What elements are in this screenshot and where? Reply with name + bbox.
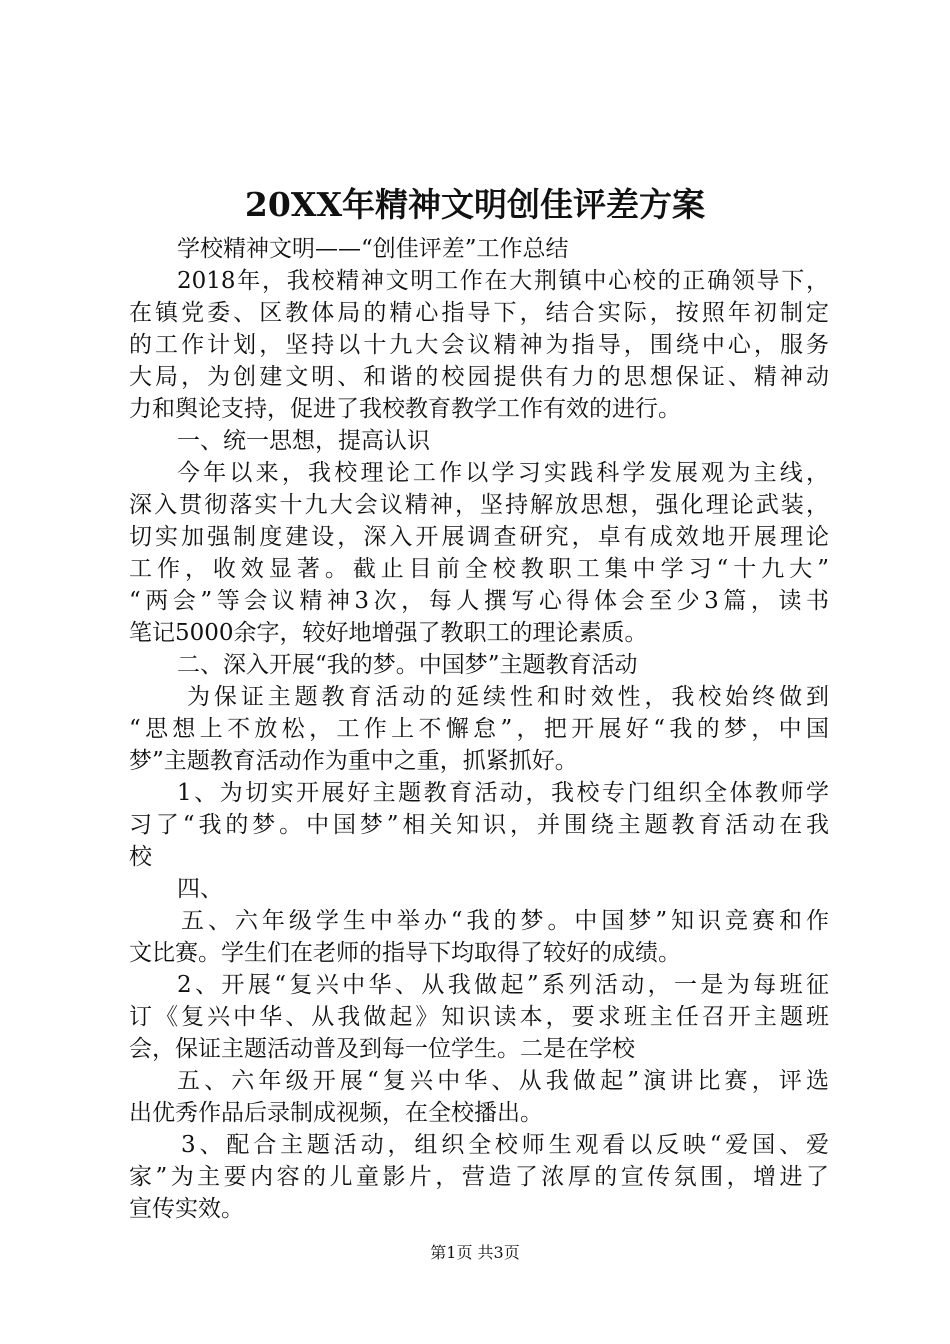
body-line: 力和舆论支持，促进了我校教育教学工作有效的进行。 [129, 396, 681, 422]
body-line: 五、六年级学生中举办“我的梦。中国梦”知识竞赛和作 [181, 908, 829, 934]
body-line: 学校精神文明——“创佳评差”工作总结 [177, 236, 569, 262]
body-line: 五、六年级开展“复兴中华、从我做起”演讲比赛，评选 [177, 1068, 829, 1094]
body-line: 宣传实效。 [129, 1196, 244, 1222]
body-line: 2、开展“复兴中华、从我做起”系列活动，一是为每班征 [177, 972, 829, 998]
body-line: “两会”等会议精神3次，每人撰写心得体会至少3篇，读书 [129, 588, 829, 614]
body-line: 订《复兴中华、从我做起》知识读本，要求班主任召开主题班 [129, 1004, 829, 1030]
body-line: 笔记5000余字，较好地增强了教职工的理论素质。 [129, 620, 648, 646]
body-line: 二、深入开展“我的梦。中国梦”主题教育活动 [177, 652, 638, 678]
body-line: 大局，为创建文明、和谐的校园提供有力的思想保证、精神动 [129, 364, 829, 390]
body-line: 梦”主题教育活动作为重中之重，抓紧抓好。 [129, 748, 578, 774]
body-line: 会，保证主题活动普及到每一位学生。二是在学校 [129, 1036, 635, 1062]
body-line: 出优秀作品后录制成视频，在全校播出。 [129, 1100, 543, 1126]
body-line: 今年以来，我校理论工作以学习实践科学发展观为主线， [177, 460, 829, 486]
body-line: 工作，收效显著。截止目前全校教职工集中学习“十九大” [129, 556, 829, 582]
body-line: “思想上不放松，工作上不懈怠”，把开展好“我的梦，中国 [129, 716, 829, 742]
body-line: 家”为主要内容的儿童影片，营造了浓厚的宣传氛围，增进了 [129, 1164, 829, 1190]
body-line: 切实加强制度建设，深入开展调查研究，卓有成效地开展理论 [129, 524, 829, 550]
body-line: 习了“我的梦。中国梦”相关知识，并围绕主题教育活动在我 [129, 812, 829, 838]
body-line: 校 [129, 844, 152, 870]
body-line: 的工作计划，坚持以十九大会议精神为指导，围绕中心，服务 [129, 332, 829, 358]
body-line: 3、配合主题活动，组织全校师生观看以反映“爱国、爱 [181, 1132, 829, 1158]
page-title: 20XX年精神文明创佳评差方案 [244, 185, 706, 224]
body-line: 为保证主题教育活动的延续性和时效性，我校始终做到 [187, 684, 829, 710]
body-line: 一、统一思想，提高认识 [177, 428, 430, 454]
body-line: 1、为切实开展好主题教育活动，我校专门组织全体教师学 [177, 780, 829, 806]
page-footer: 第1页 共3页 [430, 1243, 520, 1262]
body-line: 四、 [177, 876, 223, 902]
body-line: 2018年，我校精神文明工作在大荆镇中心校的正确领导下， [177, 268, 829, 294]
body-line: 深入贯彻落实十九大会议精神，坚持解放思想，强化理论武装， [129, 492, 829, 518]
body-line: 在镇党委、区教体局的精心指导下，结合实际，按照年初制定 [129, 300, 829, 326]
body-line: 文比赛。学生们在老师的指导下均取得了较好的成绩。 [129, 940, 681, 966]
document-body [129, 233, 829, 1225]
